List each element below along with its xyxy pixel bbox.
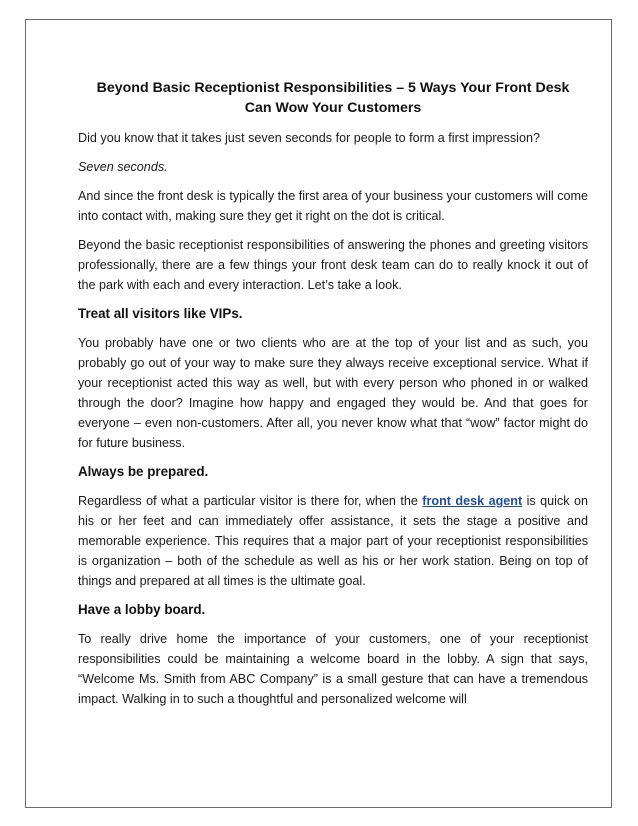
title-line-1: Beyond Basic Receptionist Responsibilities – 5 Ways Your Front Desk: [96, 80, 570, 96]
intro-paragraph-1: Did you know that it takes just seven seconds for people to form a first impression?: [78, 131, 540, 145]
title-line-2: Can Wow Your Customers: [244, 100, 422, 116]
front-desk-agent-link[interactable]: front desk agent: [422, 494, 523, 508]
section-body-lobby-board: To really drive home the importance of your customers, one of your receptionist responsibilities could be maintaining a welcome board in the lobby. A sign that says, “Welcome Ms. Smith from ABC Company” is a small gesture that can have a tremendous impact. Walking in to such a thoughtful and personalized welcome will: [78, 632, 588, 706]
section-heading-vips: Treat all visitors like VIPs.: [78, 306, 243, 321]
section-body-vips: You probably have one or two clients who are at the top of your list and as such, you probably go out of your way to make sure they always receive exceptional service. What if your receptionist acted this way as well, but with every person who phoned in or walked through the door? Imagine how happy and engaged they would be. And that goes for everyone – even non-customers. After all, you never know what that “wow” factor might do for future business.: [78, 336, 588, 450]
document-title: [78, 78, 588, 118]
section-heading-lobby-board: Have a lobby board.: [78, 602, 206, 617]
emphasis-text: Seven seconds.: [78, 160, 168, 174]
body-text-after-link: is quick on his or her feet and can immediately offer assistance, it sets the stage a positive and memorable experience. This requires that a major part of your receptionist responsibilities is organization – both of the schedule as well as his or her work station. Being on top of things and prepared at all times is the ultimate goal.: [78, 494, 588, 588]
document-content: [78, 20, 588, 709]
section-body-prepared: [78, 491, 588, 591]
intro-paragraph-4: Beyond the basic receptionist responsibilities of answering the phones and greeting visitors professionally, there are a few things your front desk team can do to really knock it out of the park with each and every interaction. Let’s take a look.: [78, 238, 588, 292]
intro-paragraph-3: And since the front desk is typically the first area of your business your customers will come into contact with, making sure they get it right on the dot is critical.: [78, 189, 588, 223]
body-text-before-link: Regardless of what a particular visitor is there for, when the: [78, 494, 423, 508]
document-page: [25, 19, 612, 808]
intro-paragraph-2: [78, 157, 588, 177]
section-heading-prepared: Always be prepared.: [78, 464, 209, 479]
